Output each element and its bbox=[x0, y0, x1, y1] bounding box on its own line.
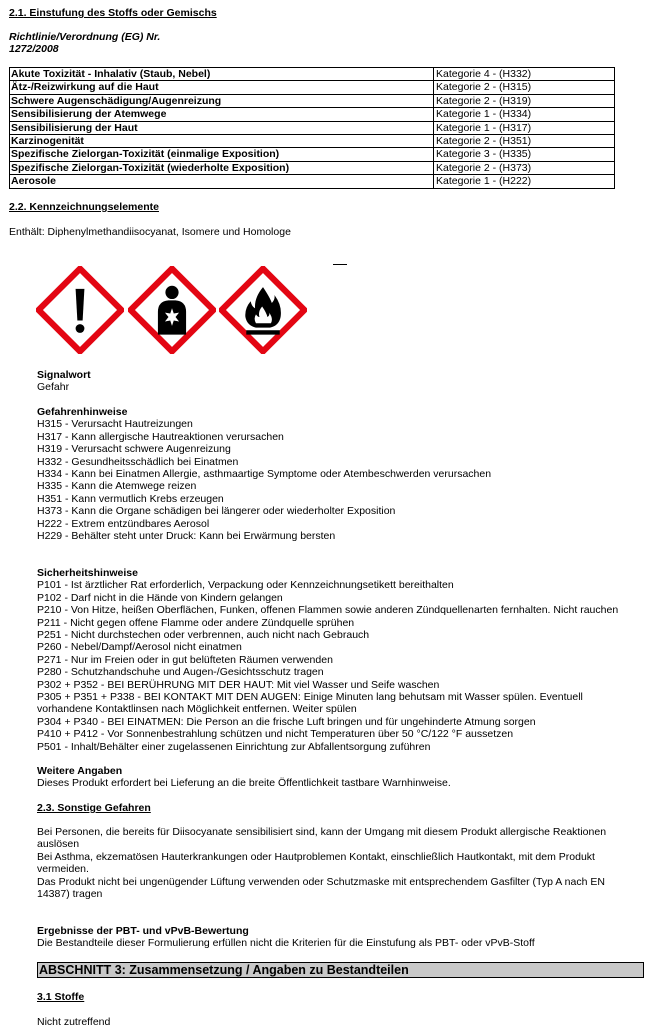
table-row bbox=[10, 135, 615, 148]
signal-word: Gefahr bbox=[37, 381, 70, 393]
paragraph-line: Bei Personen, die bereits für Diisocyanate sensibilisiert sind, kann der Umgang mit diesem Produkt allergische Reaktionen bbox=[37, 826, 607, 838]
list-item: P280 - Schutzhandschuhe und Augen-/Gesichtsschutz tragen bbox=[37, 666, 324, 679]
classification-table bbox=[9, 67, 615, 189]
paragraph-line: Bei Asthma, ekzematösen Hauterkrankungen oder Hautproblemen Kontakt, einschließlich Hautkontakt, mit dem Produkt bbox=[37, 850, 595, 863]
list-item: H334 - Kann bei Einatmen Allergie, asthmaartige Symptome oder Atembeschwerden verursachen bbox=[37, 468, 492, 481]
hazard-title: Gefahrenhinweise bbox=[37, 406, 128, 418]
hazard-category: Kategorie 1 - (H334) bbox=[434, 108, 615, 121]
section-3-header: ABSCHNITT 3: Zusammensetzung / Angaben zu Bestandteilen bbox=[37, 962, 644, 978]
list-item: P251 - Nicht durchstechen oder verbrennen, auch nicht nach Gebrauch bbox=[37, 629, 370, 642]
table-row bbox=[10, 94, 615, 107]
paragraph-line: vermeiden. bbox=[37, 863, 89, 876]
table-row bbox=[10, 148, 615, 161]
list-item: P410 + P412 - Vor Sonnenbestrahlung schützen und nicht Temperaturen über 50 °C/122 °F aussetzen bbox=[37, 728, 514, 741]
hazard-category: Kategorie 3 - (H335) bbox=[434, 148, 615, 161]
hazard-class: Aerosole bbox=[10, 175, 434, 188]
list-item: P211 - Nicht gegen offene Flamme oder andere Zündquelle sprühen bbox=[37, 616, 355, 629]
list-item: H319 - Verursacht schwere Augenreizung bbox=[37, 443, 231, 456]
list-item: P304 + P340 - BEI EINATMEN: Die Person an die frische Luft bringen und für ungehinderte Atmung sorgen bbox=[37, 715, 536, 728]
health-hazard-icon bbox=[128, 266, 216, 354]
table-row bbox=[10, 121, 615, 134]
section-3-1-text: Nicht zutreffend bbox=[37, 1016, 111, 1028]
signal-word-label: Signalwort bbox=[37, 369, 91, 381]
list-item: H315 - Verursacht Hautreizungen bbox=[37, 418, 193, 431]
list-item: H351 - Kann vermutlich Krebs erzeugen bbox=[37, 492, 224, 505]
other-hazards-text bbox=[37, 826, 606, 900]
contains-line: Enthält: Diphenylmethandiisocyanat, Isomere und Homologe bbox=[9, 226, 291, 238]
pbt-title: Ergebnisse der PBT- und vPvB-Bewertung bbox=[37, 925, 249, 937]
table-row bbox=[10, 68, 615, 81]
regulation-line-2: 1272/2008 bbox=[9, 43, 59, 55]
hazard-class: Spezifische Zielorgan-Toxizität (wiederholte Exposition) bbox=[10, 161, 434, 174]
hazard-class: Sensibilisierung der Haut bbox=[10, 121, 434, 134]
regulation-line-1: Richtlinie/Verordnung (EG) Nr. bbox=[9, 31, 161, 43]
hazard-class: Spezifische Zielorgan-Toxizität (einmalige Exposition) bbox=[10, 148, 434, 161]
table-row bbox=[10, 161, 615, 174]
section-2-2-title: 2.2. Kennzeichnungselemente bbox=[9, 201, 159, 213]
hazard-class: Sensibilisierung der Atemwege bbox=[10, 108, 434, 121]
safety-statements bbox=[37, 567, 618, 753]
list-item: P302 + P352 - BEI BERÜHRUNG MIT DER HAUT: Mit viel Wasser und Seife waschen bbox=[37, 678, 440, 691]
table-row bbox=[10, 175, 615, 188]
hazard-class: Schwere Augenschädigung/Augenreizung bbox=[10, 94, 434, 107]
hazard-category: Kategorie 2 - (H373) bbox=[434, 161, 615, 174]
list-item: P271 - Nur im Freien oder in gut belüfteten Räumen verwenden bbox=[37, 653, 333, 666]
list-item: H222 - Extrem entzündbares Aerosol bbox=[37, 517, 210, 530]
table-row bbox=[10, 81, 615, 94]
list-item: P260 - Nebel/Dampf/Aerosol nicht einatmen bbox=[37, 641, 242, 654]
paragraph-line: Das Produkt nicht bei ungenügender Lüftung verwenden oder Schutzmaske mit entsprechendem Gasfilter (Typ A nach EN bbox=[37, 875, 605, 888]
hazard-statements bbox=[37, 406, 491, 542]
list-item: H229 - Behälter steht unter Druck: Kann bei Erwärmung bersten bbox=[37, 530, 336, 543]
hazard-class: Ätz-/Reizwirkung auf die Haut bbox=[10, 81, 434, 94]
section-2-3-title: 2.3. Sonstige Gefahren bbox=[37, 802, 151, 814]
list-item: H332 - Gesundheitsschädlich bei Einatmen bbox=[37, 455, 239, 468]
further-info-title: Weitere Angaben bbox=[37, 765, 123, 777]
list-item: P305 + P351 + P338 - BEI KONTAKT MIT DEN AUGEN: Einige Minuten lang behutsam mit Wasser spülen. Eventuell bbox=[37, 691, 583, 704]
exclamation-mark-icon bbox=[36, 266, 124, 354]
flame-icon bbox=[219, 266, 307, 354]
list-item: P501 - Inhalt/Behälter einer zugelassenen Einrichtung zur Abfallentsorgung zuführen bbox=[37, 740, 431, 753]
hazard-category: Kategorie 2 - (H315) bbox=[434, 81, 615, 94]
hazard-category: Kategorie 1 - (H222) bbox=[434, 175, 615, 188]
safety-title: Sicherheitshinweise bbox=[37, 567, 138, 579]
section-3-1-title: 3.1 Stoffe bbox=[37, 991, 85, 1003]
list-item: H317 - Kann allergische Hautreaktionen verursachen bbox=[37, 430, 284, 443]
paragraph-line: 14387) tragen bbox=[37, 888, 103, 901]
section-2-1-title: 2.1. Einstufung des Stoffs oder Gemischs bbox=[9, 7, 217, 19]
divider bbox=[333, 264, 347, 265]
hazard-class: Karzinogenität bbox=[10, 135, 434, 148]
list-item: vorhandene Kontaktlinsen nach Möglichkeit entfernen. Weiter spülen bbox=[37, 703, 357, 716]
list-item: P101 - Ist ärztlicher Rat erforderlich, Verpackung oder Kennzeichnungsetikett bereithalten bbox=[37, 579, 454, 592]
further-info-text: Dieses Produkt erfordert bei Lieferung an die breite Öffentlichkeit tastbare Warnhinweise. bbox=[37, 777, 451, 789]
list-item: H335 - Kann die Atemwege reizen bbox=[37, 480, 197, 493]
list-item: P210 - Von Hitze, heißen Oberflächen, Funken, offenen Flammen sowie anderen Zündquellenarten fernhalten. Nicht rauchen bbox=[37, 604, 619, 617]
pbt-text: Die Bestandteile dieser Formulierung erfüllen nicht die Kriterien für die Einstufung als PBT- oder vPvB-Stoff bbox=[37, 937, 535, 949]
hazard-category: Kategorie 4 - (H332) bbox=[434, 68, 615, 81]
table-row bbox=[10, 108, 615, 121]
hazard-category: Kategorie 2 - (H319) bbox=[434, 94, 615, 107]
list-item: P102 - Darf nicht in die Hände von Kindern gelangen bbox=[37, 591, 283, 604]
list-item: H373 - Kann die Organe schädigen bei längerer oder wiederholter Exposition bbox=[37, 505, 396, 518]
paragraph-line: auslösen bbox=[37, 838, 80, 851]
hazard-category: Kategorie 1 - (H317) bbox=[434, 121, 615, 134]
hazard-class: Akute Toxizität - Inhalativ (Staub, Nebel) bbox=[10, 68, 434, 81]
hazard-category: Kategorie 2 - (H351) bbox=[434, 135, 615, 148]
